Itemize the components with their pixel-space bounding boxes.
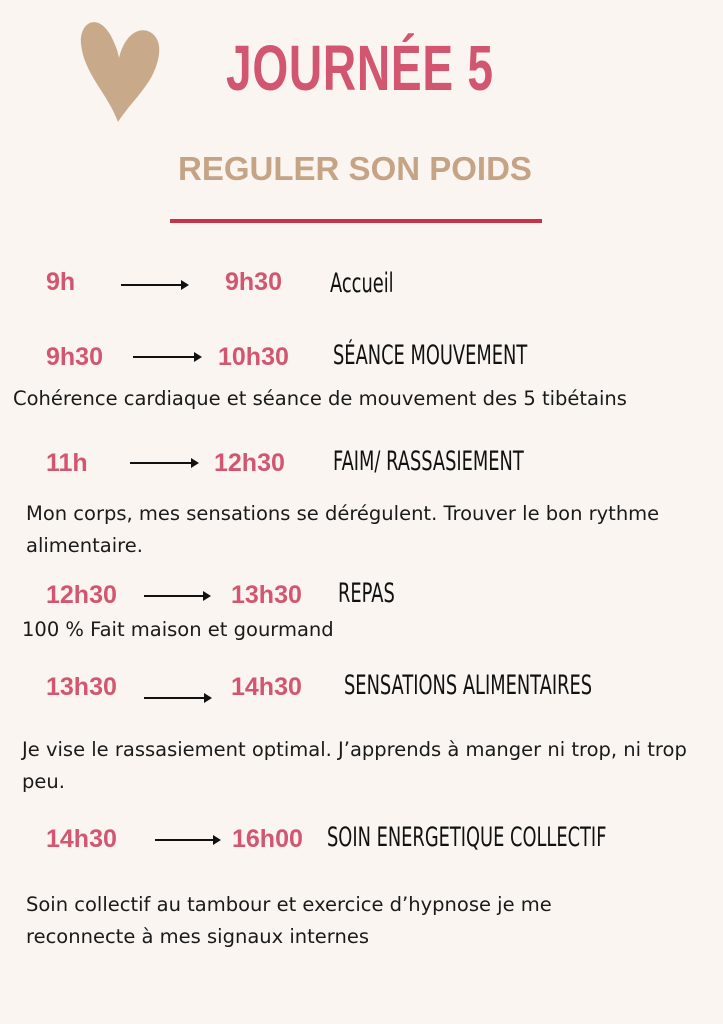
- arrow-icon: [130, 462, 197, 464]
- arrow-icon: [133, 356, 200, 358]
- start-time: 14h30: [46, 825, 117, 853]
- page-title: JOURNÉE 5: [226, 32, 494, 104]
- end-time: 9h30: [225, 268, 282, 296]
- end-time: 12h30: [214, 449, 285, 477]
- activity-description: Cohérence cardiaque et séance de mouvement des 5 tibétains: [13, 387, 627, 410]
- start-time: 11h: [46, 449, 88, 477]
- arrow-icon: [121, 284, 187, 286]
- activity-description: Soin collectif au tambour et exercice d’hypnose je me reconnecte à mes signaux internes: [26, 893, 552, 948]
- arrow-icon: [144, 697, 210, 699]
- end-time: 14h30: [231, 673, 302, 701]
- activity-label: REPAS: [338, 578, 395, 609]
- arrow-icon: [155, 839, 219, 841]
- activity-description: 100 % Fait maison et gourmand: [22, 618, 334, 641]
- end-time: 16h00: [232, 825, 303, 853]
- activity-label: Accueil: [330, 268, 394, 299]
- start-time: 9h: [46, 268, 76, 296]
- start-time: 13h30: [46, 673, 117, 701]
- activity-label: SENSATIONS ALIMENTAIRES: [344, 670, 593, 701]
- end-time: 10h30: [218, 343, 289, 371]
- activity-label: FAIM/ RASSASIEMENT: [333, 446, 524, 477]
- page-subtitle: REGULER SON POIDS: [178, 150, 532, 187]
- activity-label: SOIN ENERGETIQUE COLLECTIF: [327, 822, 607, 853]
- title-divider: [170, 219, 542, 223]
- start-time: 9h30: [46, 343, 103, 371]
- heart-icon: [78, 14, 162, 124]
- activity-description: Je vise le rassasiement optimal. J’apprends à manger ni trop, ni trop peu.: [22, 738, 687, 793]
- activity-label: SÉANCE MOUVEMENT: [333, 340, 528, 371]
- activity-description: Mon corps, mes sensations se dérégulent. Trouver le bon rythme alimentaire.: [26, 502, 660, 557]
- start-time: 12h30: [46, 581, 117, 609]
- end-time: 13h30: [231, 581, 302, 609]
- arrow-icon: [144, 595, 209, 597]
